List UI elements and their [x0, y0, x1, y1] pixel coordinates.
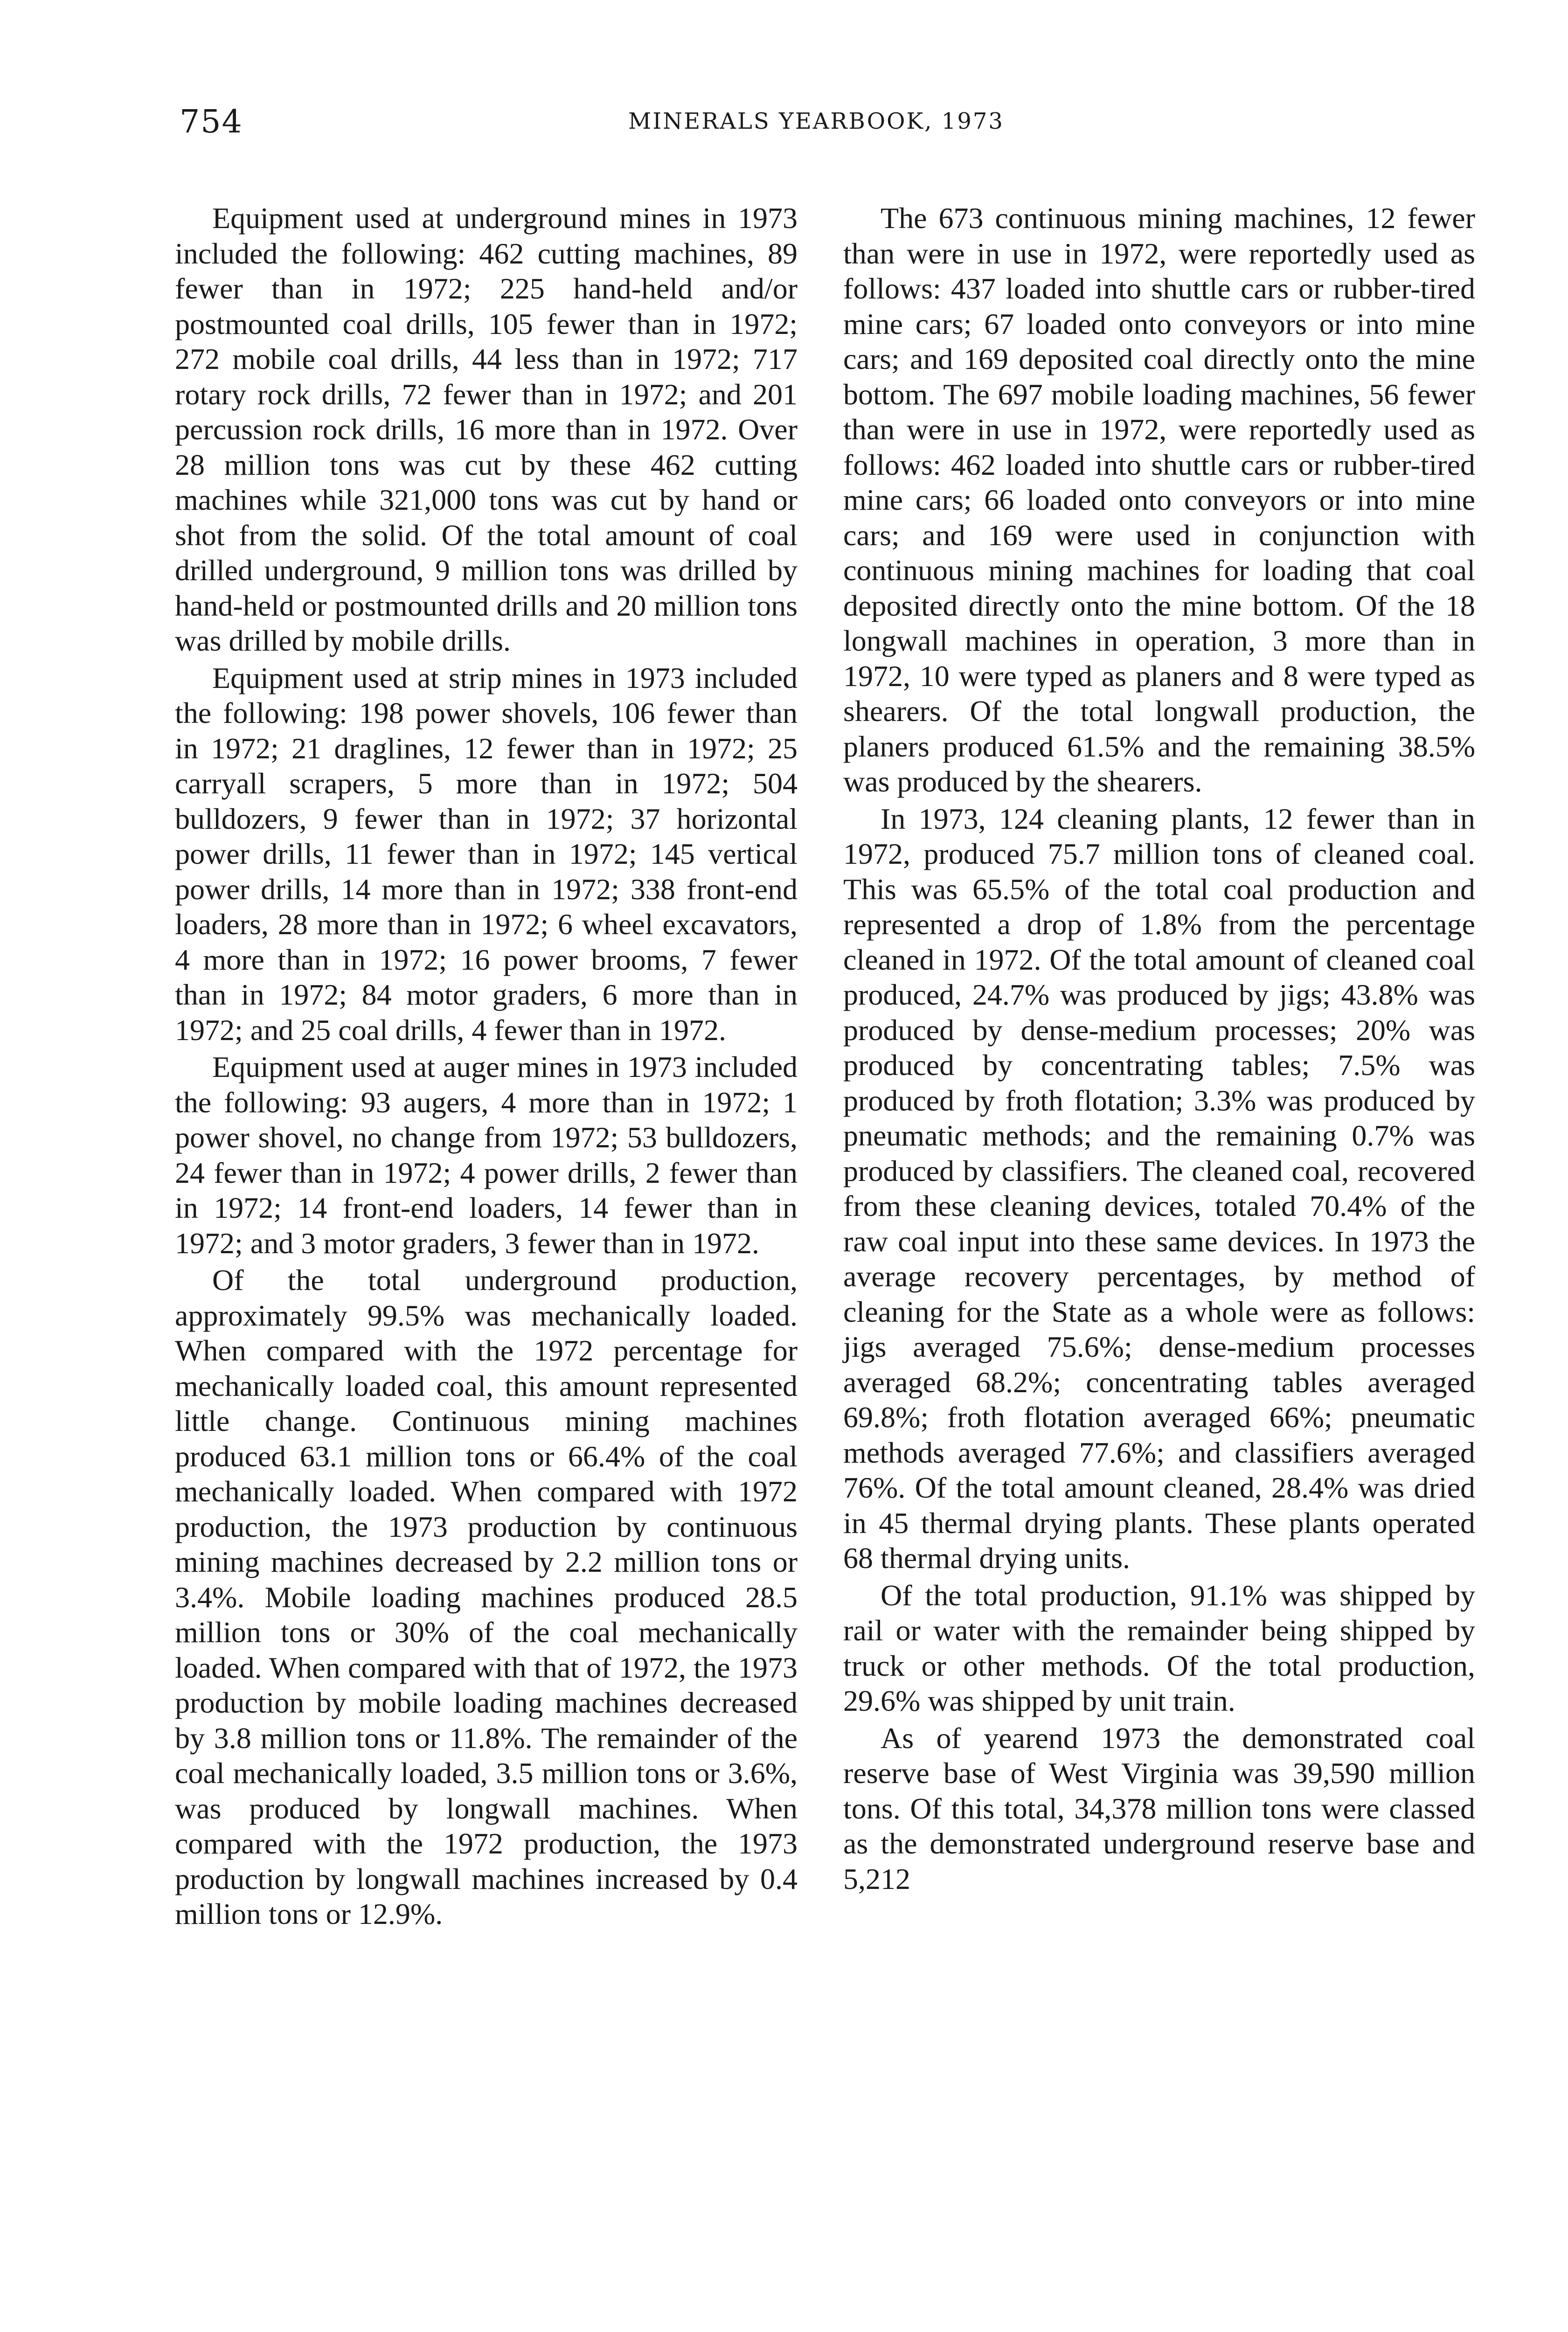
paragraph-shipping: Of the total production, 91.1% was shipped by rail or water with the remainder being shipped by truck or other methods. Of the total production, 29.6% was shipped by unit train.	[843, 1578, 1475, 1717]
paragraph-mechanical-loading: Of the total underground production, approximately 99.5% was mechanically loaded. When compared with the 1972 percentage for mechanically loaded coal, this amount represented little change. Continuous mining machines produced 63.1 million tons or 66.4% of the coal mechanically loaded. When compared with 1972 production, the 1973 production by continuous mining machines decreased by 2.2 million tons or 3.4%. Mobile loading machines produced 28.5 million tons or 30% of the coal mechanically loaded. When compared with that of 1972, the 1973 production by mobile loading machines decreased by 3.8 million tons or 11.8%. The remainder of the coal mechanically loaded, 3.5 million tons or 3.6%, was produced by longwall machines. When compared with the 1972 production, the 1973 production by longwall machines increased by 0.4 million tons or 12.9%.	[175, 1263, 798, 1930]
paragraph-auger-mine-equipment: Equipment used at auger mines in 1973 included the following: 93 augers, 4 more than in 1972; 1 power shovel, no change from 1972; 53 bulldozers, 24 fewer than in 1972; 4 power drills, 2 fewer than in 1972; 14 front-end loaders, 14 fewer than in 1972; and 3 motor graders, 3 fewer than in 1972.	[175, 1050, 798, 1260]
page-number: 754	[180, 104, 243, 140]
paragraph-cleaning-plants: In 1973, 124 cleaning plants, 12 fewer than in 1972, produced 75.7 million tons of cleaned coal. This was 65.5% of the total coal production and represented a drop of 1.8% from the percentage cleaned in 1972. Of the total amount of cleaned coal produced, 24.7% was produced by jigs; 43.8% was produced by dense-medium processes; 20% was produced by concentrating tables; 7.5% was produced by froth flotation; 3.3% was produced by pneumatic methods; and the remaining 0.7% was produced by classifiers. The cleaned coal, recovered from these cleaning devices, totaled 70.4% of the raw coal input into these same devices. In 1973 the average recovery percentages, by method of cleaning for the State as a whole were as follows: jigs averaged 75.6%; dense-medium processes averaged 68.2%; concentrating tables averaged 69.8%; froth flotation averaged 66%; pneumatic methods averaged 77.6%; and classifiers averaged 76%. Of the total amount cleaned, 28.4% was dried in 45 thermal drying plants. These plants operated 68 thermal drying units.	[843, 802, 1475, 1575]
running-title: MINERALS YEARBOOK, 1973	[628, 108, 1004, 134]
right-column	[843, 201, 1475, 1898]
paragraph-strip-mine-equipment: Equipment used at strip mines in 1973 included the following: 198 power shovels, 106 fewer than in 1972; 21 draglines, 12 fewer than in 1972; 25 carryall scrapers, 5 more than in 1972; 504 bulldozers, 9 fewer than in 1972; 37 horizontal power drills, 11 fewer than in 1972; 145 vertical power drills, 14 more than in 1972; 338 front-end loaders, 28 more than in 1972; 6 wheel excavators, 4 more than in 1972; 16 power brooms, 7 fewer than in 1972; 84 motor graders, 6 more than in 1972; and 25 coal drills, 4 fewer than in 1972.	[175, 661, 798, 1047]
paragraph-underground-equipment: Equipment used at underground mines in 1973 included the following: 462 cutting machines, 89 fewer than in 1972; 225 hand-held and/or postmounted coal drills, 105 fewer than in 1972; 272 mobile coal drills, 44 less than in 1972; 717 rotary rock drills, 72 fewer than in 1972; and 201 percussion rock drills, 16 more than in 1972. Over 28 million tons was cut by these 462 cutting machines while 321,000 tons was cut by hand or shot from the solid. Of the total amount of coal drilled underground, 9 million tons was drilled by hand-held or postmounted drills and 20 million tons was drilled by mobile drills.	[175, 201, 798, 657]
paragraph-machine-usage: The 673 continuous mining machines, 12 fewer than were in use in 1972, were reportedly used as follows: 437 loaded into shuttle cars or rubber-tired mine cars; 67 loaded onto conveyors or into mine cars; and 169 deposited coal directly onto the mine bottom. The 697 mobile loading machines, 56 fewer than were in use in 1972, were reportedly used as follows: 462 loaded into shuttle cars or rubber-tired mine cars; 66 loaded onto conveyors or into mine cars; and 169 were used in conjunction with continuous mining machines for loading that coal deposited directly onto the mine bottom. Of the 18 longwall machines in operation, 3 more than in 1972, 10 were typed as planers and 8 were typed as shearers. Of the total longwall production, the planers produced 61.5% and the remaining 38.5% was produced by the shearers.	[843, 201, 1475, 798]
paragraph-reserve-base: As of yearend 1973 the demonstrated coal reserve base of West Virginia was 39,590 million tons. Of this total, 34,378 million tons were classed as the demonstrated underground reserve base and 5,212	[843, 1721, 1475, 1895]
left-column	[175, 201, 798, 1934]
